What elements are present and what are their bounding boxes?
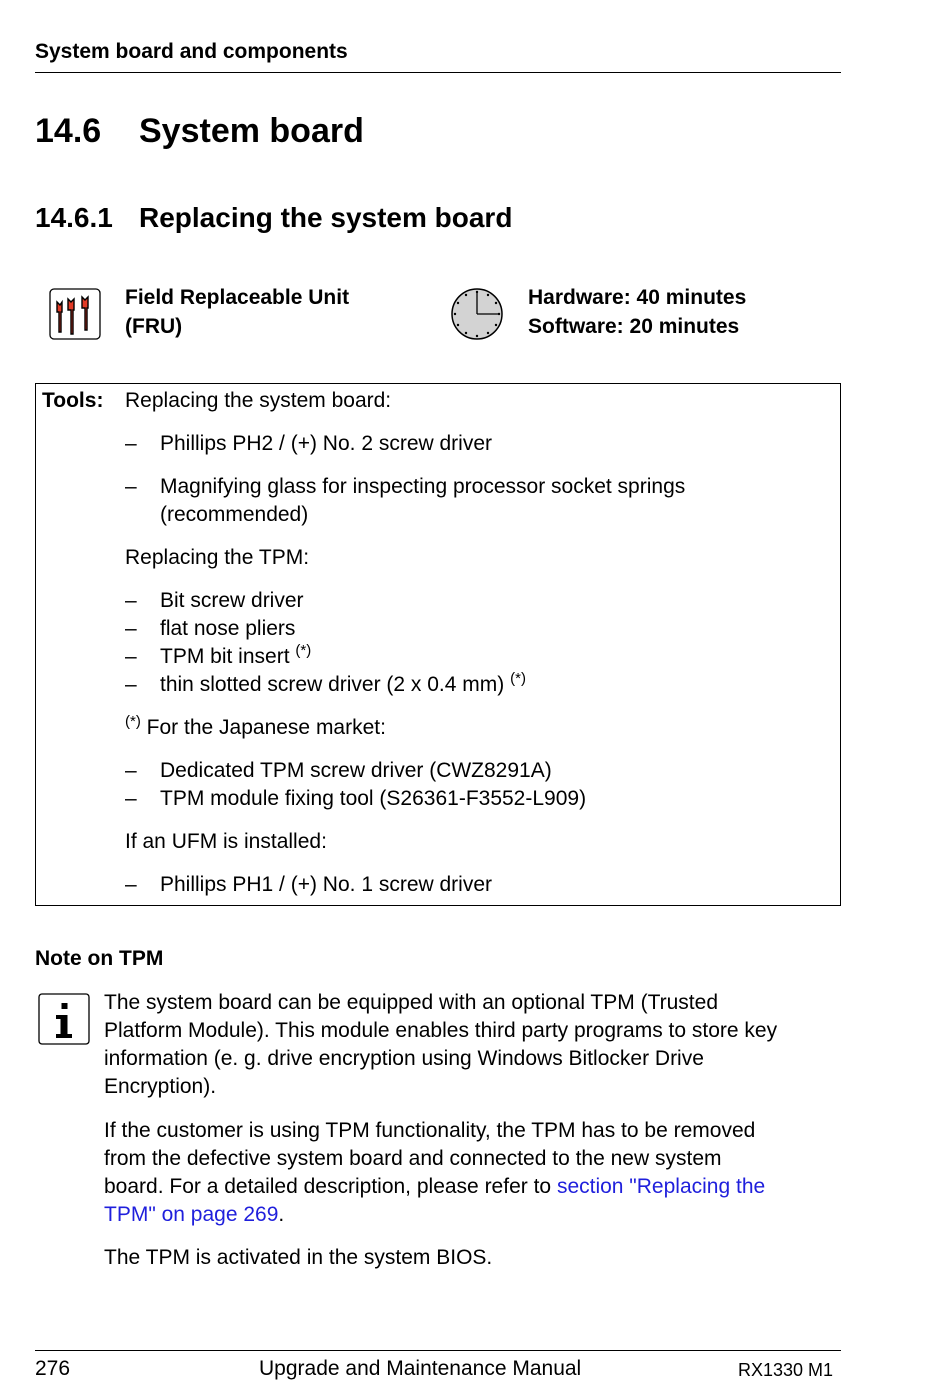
info-icon bbox=[38, 993, 90, 1045]
note-paragraph-3: The TPM is activated in the system BIOS. bbox=[104, 1246, 493, 1269]
subsection-heading bbox=[35, 202, 512, 234]
text-line bbox=[104, 1173, 844, 1201]
section-link[interactable]: section "Replacing the bbox=[556, 1175, 766, 1198]
list-item: Bit screw driver bbox=[160, 589, 304, 612]
list-item-text: TPM bit insert bbox=[160, 645, 290, 668]
unit-type bbox=[125, 283, 349, 341]
list-item: TPM module fixing tool (S26361-F3552-L909) bbox=[160, 787, 587, 810]
list-item: Phillips PH2 / (+) No. 2 screw driver bbox=[160, 432, 493, 455]
section-link-continuation[interactable]: TPM" on page 269 bbox=[104, 1203, 279, 1226]
list-item-text: thin slotted screw driver (2 x 0.4 mm) bbox=[160, 673, 505, 696]
unit-type-line2: (FRU) bbox=[125, 315, 183, 338]
text-run: board. For a detailed description, please refer to bbox=[104, 1175, 557, 1198]
text-line: If the customer is using TPM functionality, the TPM has to be removed bbox=[104, 1119, 756, 1142]
list-item bbox=[160, 670, 526, 697]
text-line: Encryption). bbox=[104, 1075, 217, 1098]
list-item: Dedicated TPM screw driver (CWZ8291A) bbox=[160, 759, 552, 782]
ufm-heading: If an UFM is installed: bbox=[125, 830, 327, 853]
text-run: . bbox=[278, 1203, 285, 1226]
text-line: from the defective system board and connected to the new system bbox=[104, 1147, 722, 1170]
list-dash: – bbox=[125, 673, 137, 696]
list-item: Phillips PH1 / (+) No. 1 screw driver bbox=[160, 873, 493, 896]
note-paragraph-2 bbox=[104, 1117, 844, 1229]
time-estimate bbox=[528, 283, 746, 341]
list-dash: – bbox=[125, 787, 137, 810]
tools-label: Tools: bbox=[42, 389, 104, 412]
list-dash: – bbox=[125, 873, 137, 896]
list-dash: – bbox=[125, 475, 137, 498]
list-dash: – bbox=[125, 432, 137, 455]
note-heading: Note on TPM bbox=[35, 947, 164, 970]
list-item: flat nose pliers bbox=[160, 617, 296, 640]
text-line bbox=[104, 1201, 844, 1229]
model-name: RX1330 M1 bbox=[738, 1360, 834, 1380]
note-paragraph-1 bbox=[104, 989, 844, 1101]
running-header: System board and components bbox=[35, 40, 348, 63]
footer-rule bbox=[35, 1350, 841, 1351]
manual-title: Upgrade and Maintenance Manual bbox=[259, 1357, 582, 1380]
japan-heading bbox=[125, 713, 386, 740]
asterisk-mark: (*) bbox=[125, 713, 141, 730]
subsection-number: 14.6.1 bbox=[35, 202, 113, 233]
asterisk-mark: (*) bbox=[295, 642, 312, 659]
text-line: Platform Module). This module enables third party programs to store key bbox=[104, 1019, 778, 1042]
list-dash: – bbox=[125, 645, 137, 668]
asterisk-mark: (*) bbox=[510, 670, 526, 687]
tpm-tools-heading: Replacing the TPM: bbox=[125, 546, 310, 569]
board-tools-heading: Replacing the system board: bbox=[125, 389, 392, 412]
list-dash: – bbox=[125, 759, 137, 782]
header-rule bbox=[35, 72, 841, 73]
clock-icon bbox=[450, 287, 504, 341]
text-line: The system board can be equipped with an optional TPM (Trusted bbox=[104, 991, 719, 1014]
page-number: 276 bbox=[35, 1357, 71, 1380]
list-dash: – bbox=[125, 589, 137, 612]
tools-box bbox=[35, 383, 841, 906]
list-dash: – bbox=[125, 617, 137, 640]
japan-heading-text: For the Japanese market: bbox=[146, 716, 386, 739]
section-number: 14.6 bbox=[35, 112, 102, 150]
section-heading bbox=[35, 112, 364, 151]
section-title: System board bbox=[139, 112, 364, 150]
software-time: Software: 20 minutes bbox=[528, 315, 740, 338]
text-line: information (e. g. drive encryption using Windows Bitlocker Drive bbox=[104, 1047, 704, 1070]
unit-type-line1: Field Replaceable Unit bbox=[125, 286, 350, 309]
list-item: Magnifying glass for inspecting processor socket springs bbox=[160, 475, 686, 498]
hardware-time: Hardware: 40 minutes bbox=[528, 286, 747, 309]
tools-icon bbox=[49, 288, 101, 340]
list-item-continuation: (recommended) bbox=[160, 503, 309, 526]
subsection-title: Replacing the system board bbox=[139, 202, 513, 233]
list-item bbox=[160, 642, 312, 669]
